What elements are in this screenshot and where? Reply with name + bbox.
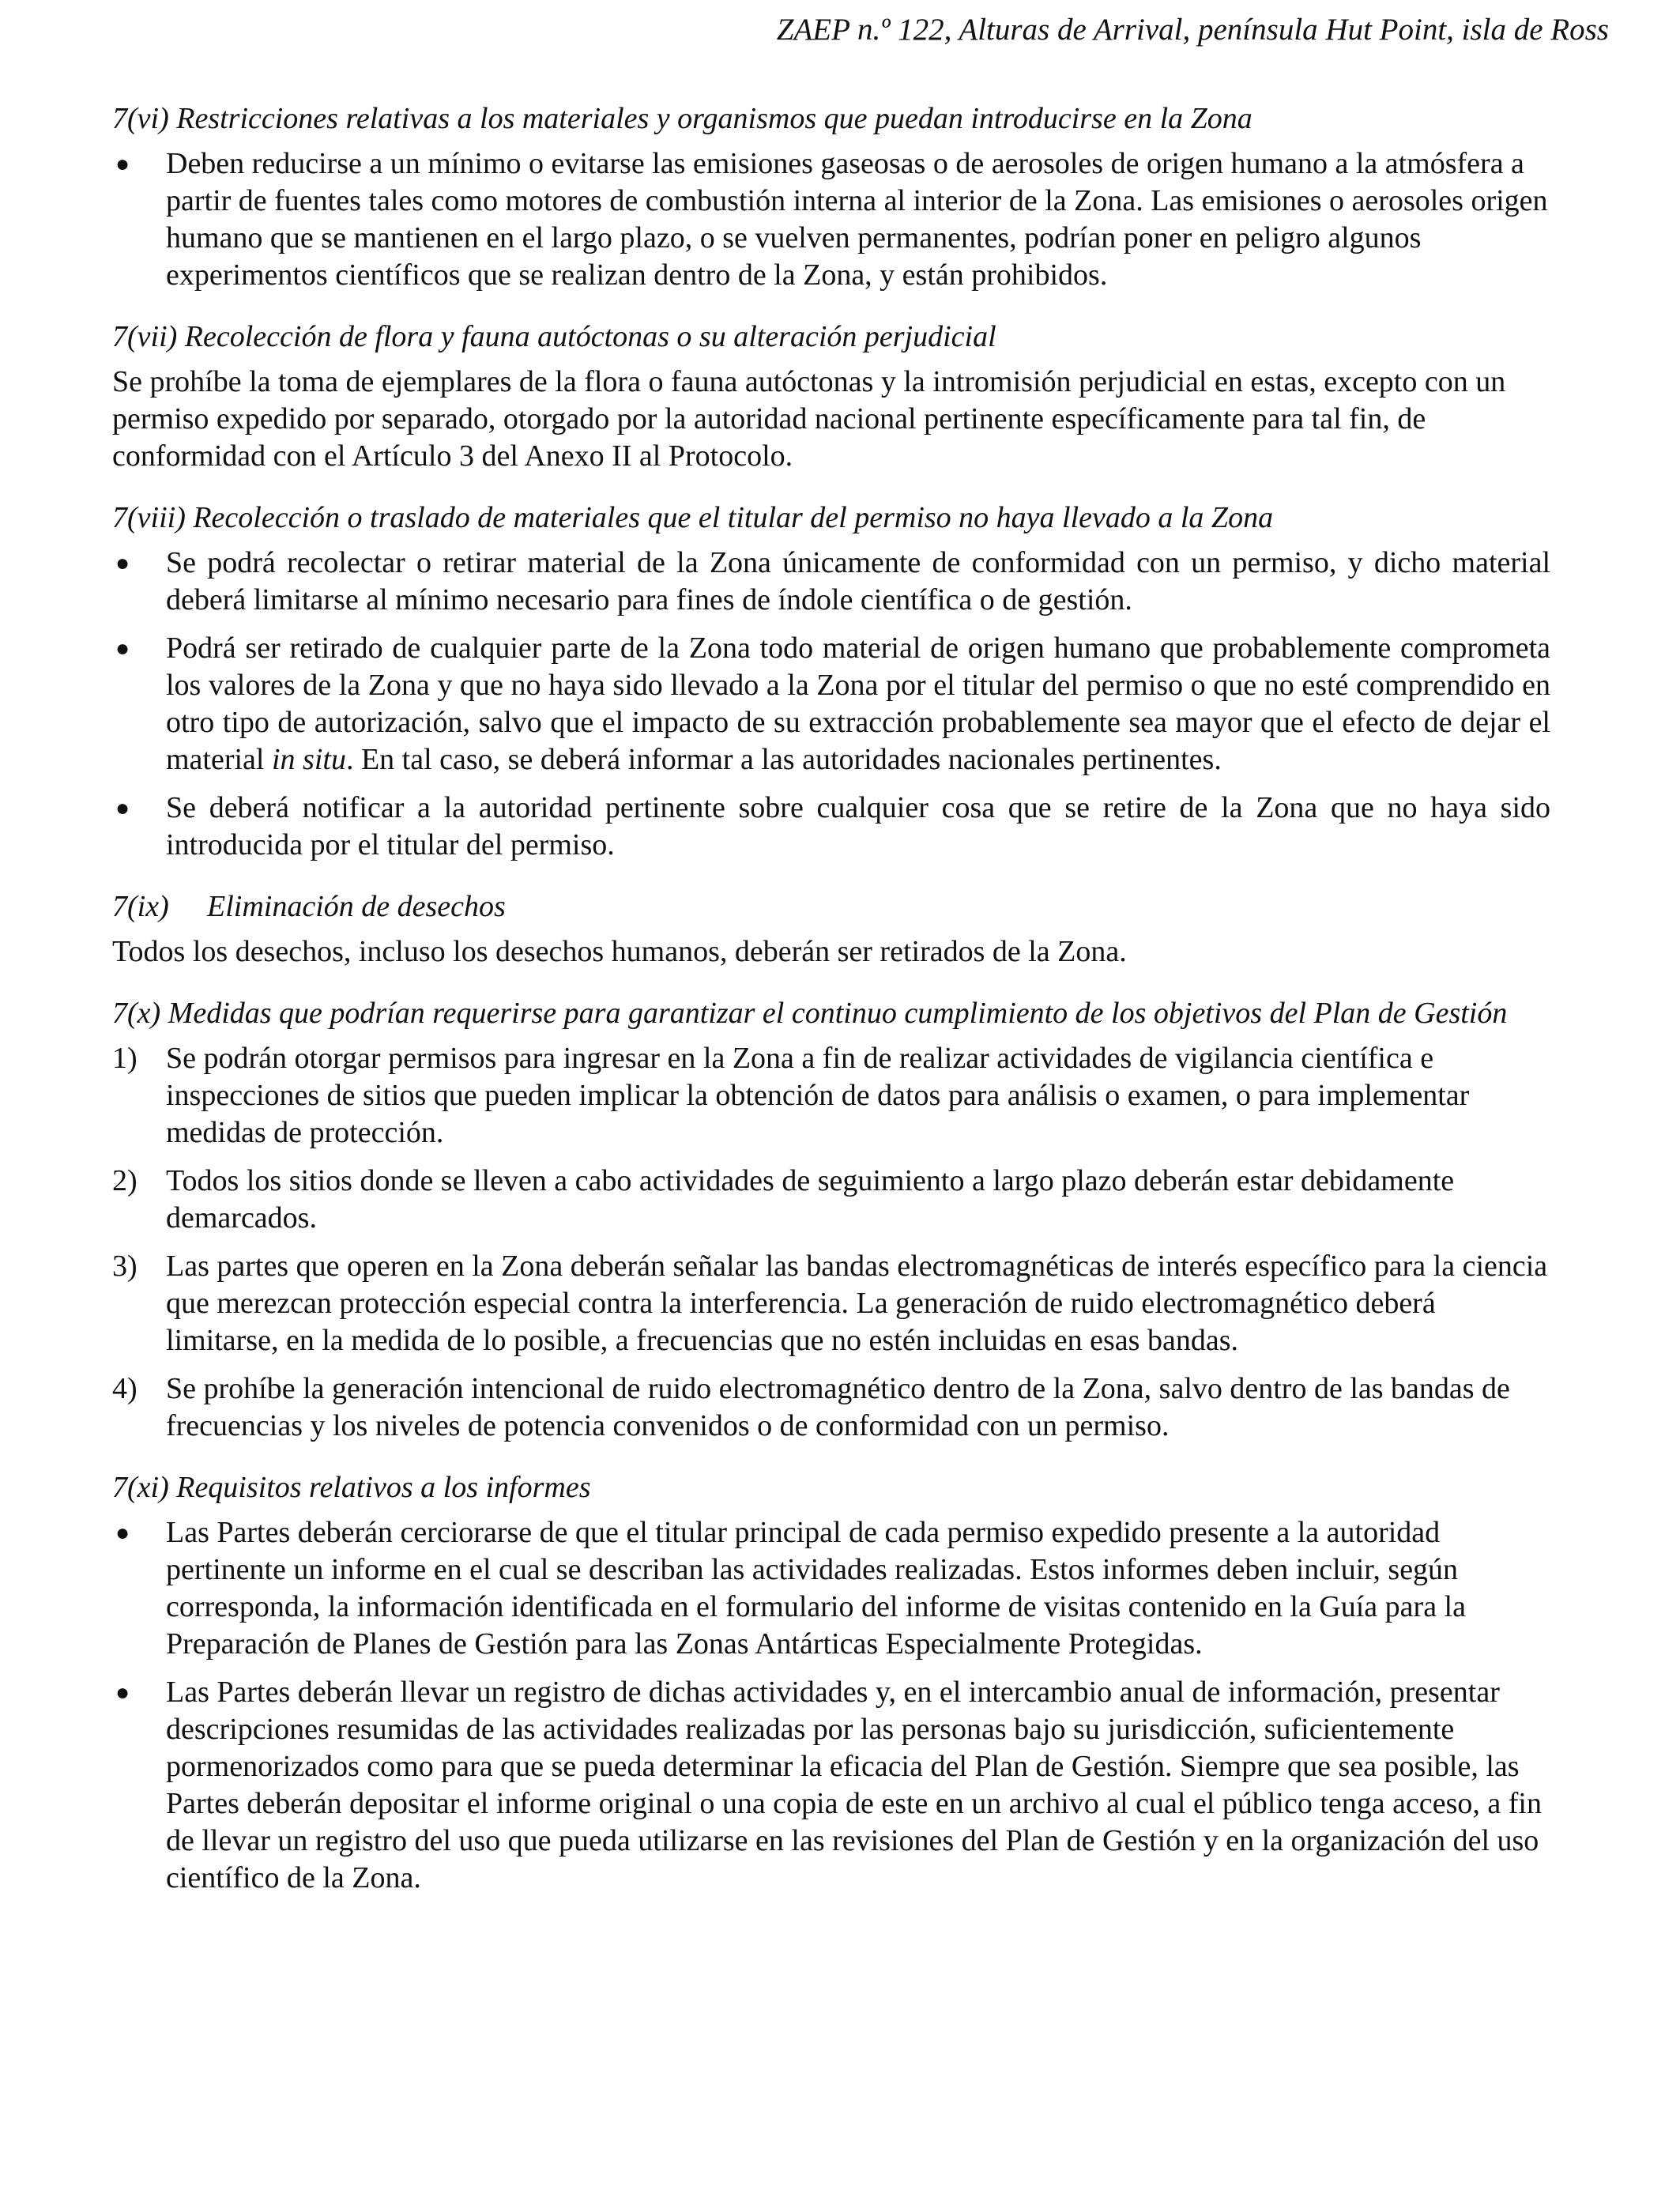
section-number: 7(ix) bbox=[112, 890, 169, 923]
section-heading-vii: 7(vii) Recolección de flora y fauna autóctonas o su alteración perjudicial bbox=[112, 320, 996, 353]
list-item bbox=[112, 545, 1550, 619]
list-item bbox=[112, 145, 1550, 294]
running-header: ZAEP n.º 122, Alturas de Arrival, península Hut Point, isla de Ross bbox=[776, 13, 1609, 47]
list-item bbox=[112, 1248, 1550, 1359]
document-body bbox=[112, 100, 1550, 1921]
list-item-text: Las partes que operen en la Zona deberán señalar las bandas electromagnéticas de interés específico para la ciencia que merezcan protección especial contra la interferencia. La generación de ruido electromagnético deberá limitarse, en la medida de lo posible, a frecuencias que no estén incluidas en esas bandas. bbox=[166, 1250, 1548, 1357]
list-item-text: Las Partes deberán llevar un registro de dichas actividades y, en el intercambio anual de información, presentar descripciones resumidas de las actividades realizadas por las personas bajo su jurisdicción, suficientemente pormenorizados como para que se pueda determinar la eficacia del Plan de Gestión. Siempre que sea posible, las Partes deberán depositar el informe original o una copia de este en un archivo al cual el público tenga acceso, a fin de llevar un registro del uso que pueda utilizarse en las revisiones del Plan de Gestión y en la organización del uso científico de la Zona. bbox=[166, 1676, 1542, 1894]
bullet-icon: ● bbox=[115, 635, 130, 662]
list-item bbox=[112, 790, 1550, 864]
list-item bbox=[112, 630, 1550, 778]
latin-term: in situ bbox=[271, 743, 346, 776]
item-number: 3) bbox=[112, 1250, 137, 1283]
list-item-text: Las Partes deberán cerciorarse de que el titular principal de cada permiso expedido presente a la autoridad pertinente un informe en el cual se describan las actividades realizadas. Estos informes deben incluir, según corresponda, la información identificada en el formulario del informe de visitas contenido en la Guía para la Preparación de Planes de Gestión para las Zonas Antárticas Especialmente Protegidas. bbox=[166, 1516, 1466, 1661]
list-item-text: Todos los sitios donde se lleven a cabo actividades de seguimiento a largo plazo deberán estar debidamente demarcados. bbox=[166, 1164, 1455, 1235]
list-item bbox=[112, 1514, 1550, 1663]
bullet-icon: ● bbox=[115, 550, 130, 576]
numbered-list-x bbox=[112, 1040, 1550, 1445]
section-heading-x: 7(x) Medidas que podrían requerirse para garantizar el continuo cumplimiento de los objetivos del Plan de Gestión bbox=[112, 997, 1508, 1030]
list-item-text: Se podrán otorgar permisos para ingresar en la Zona a fin de realizar actividades de vigilancia científica e inspecciones de sitios que pueden implicar la obtención de datos para análisis o examen, o para implementar medidas de protección. bbox=[166, 1042, 1470, 1149]
section-title: Eliminación de desechos bbox=[207, 890, 506, 923]
list-item-text: Se deberá notificar a la autoridad pertinente sobre cualquier cosa que se retire de la Zona que no haya sido introducida por el titular del permiso. bbox=[166, 791, 1550, 861]
bullet-list-viii bbox=[112, 545, 1550, 864]
bullet-icon: ● bbox=[115, 1679, 130, 1706]
item-number: 1) bbox=[112, 1042, 137, 1075]
list-item bbox=[112, 1370, 1550, 1445]
paragraph-ix: Todos los desechos, incluso los desechos humanos, deberán ser retirados de la Zona. bbox=[112, 935, 1127, 968]
list-item bbox=[112, 1674, 1550, 1897]
bullet-icon: ● bbox=[115, 795, 130, 821]
list-item bbox=[112, 1040, 1550, 1152]
list-item-text: Se podrá recolectar o retirar material de la Zona únicamente de conformidad con un permiso, y dicho material deberá limitarse al mínimo necesario para fines de índole científica o de gestión. bbox=[166, 546, 1550, 616]
paragraph-vii: Se prohíbe la toma de ejemplares de la flora o fauna autóctonas y la intromisión perjudicial en estas, excepto con un permiso expedido por separado, otorgado por la autoridad nacional pertinente específicamente para tal fin, de conformidad con el Artículo 3 del Anexo II al Protocolo. bbox=[112, 365, 1506, 473]
item-number: 2) bbox=[112, 1164, 137, 1197]
list-item-text-part: Podrá ser retirado de cualquier parte de la Zona todo material de origen humano que probablemente comprometa los valores de la Zona y que no haya sido llevado a la Zona por el titular del permiso o que no esté comprendido en otro tipo de autorización, salvo que el impacto de su extracción probablemente sea mayor que el efecto de dejar el material bbox=[166, 631, 1550, 776]
bullet-icon: ● bbox=[115, 151, 130, 177]
section-heading-vi: 7(vi) Restricciones relativas a los materiales y organismos que puedan introducirse en la Zona bbox=[112, 102, 1252, 135]
section-heading-viii: 7(viii) Recolección o traslado de materiales que el titular del permiso no haya llevado a la Zona bbox=[112, 501, 1274, 534]
bullet-list-vi bbox=[112, 145, 1550, 294]
bullet-list-xi bbox=[112, 1514, 1550, 1897]
list-item-text: Se prohíbe la generación intencional de ruido electromagnético dentro de la Zona, salvo dentro de las bandas de frecuencias y los niveles de potencia convenidos o de conformidad con un permiso. bbox=[166, 1372, 1510, 1442]
list-item-text: Deben reducirse a un mínimo o evitarse las emisiones gaseosas o de aerosoles de origen humano a la atmósfera a partir de fuentes tales como motores de combustión interna al interior de la Zona. Las emisiones o aerosoles origen humano que se mantienen en el largo plazo, o se vuelven permanentes, podrían poner en peligro algunos experimentos científicos que se realizan dentro de la Zona, y están prohibidos. bbox=[166, 147, 1548, 292]
item-number: 4) bbox=[112, 1372, 137, 1405]
bullet-icon: ● bbox=[115, 1520, 130, 1546]
section-heading-ix bbox=[112, 888, 1550, 925]
list-item-text-part: . En tal caso, se deberá informar a las autoridades nacionales pertinentes. bbox=[345, 743, 1222, 776]
list-item bbox=[112, 1163, 1550, 1237]
section-heading-xi: 7(xi) Requisitos relativos a los informes bbox=[112, 1471, 591, 1504]
